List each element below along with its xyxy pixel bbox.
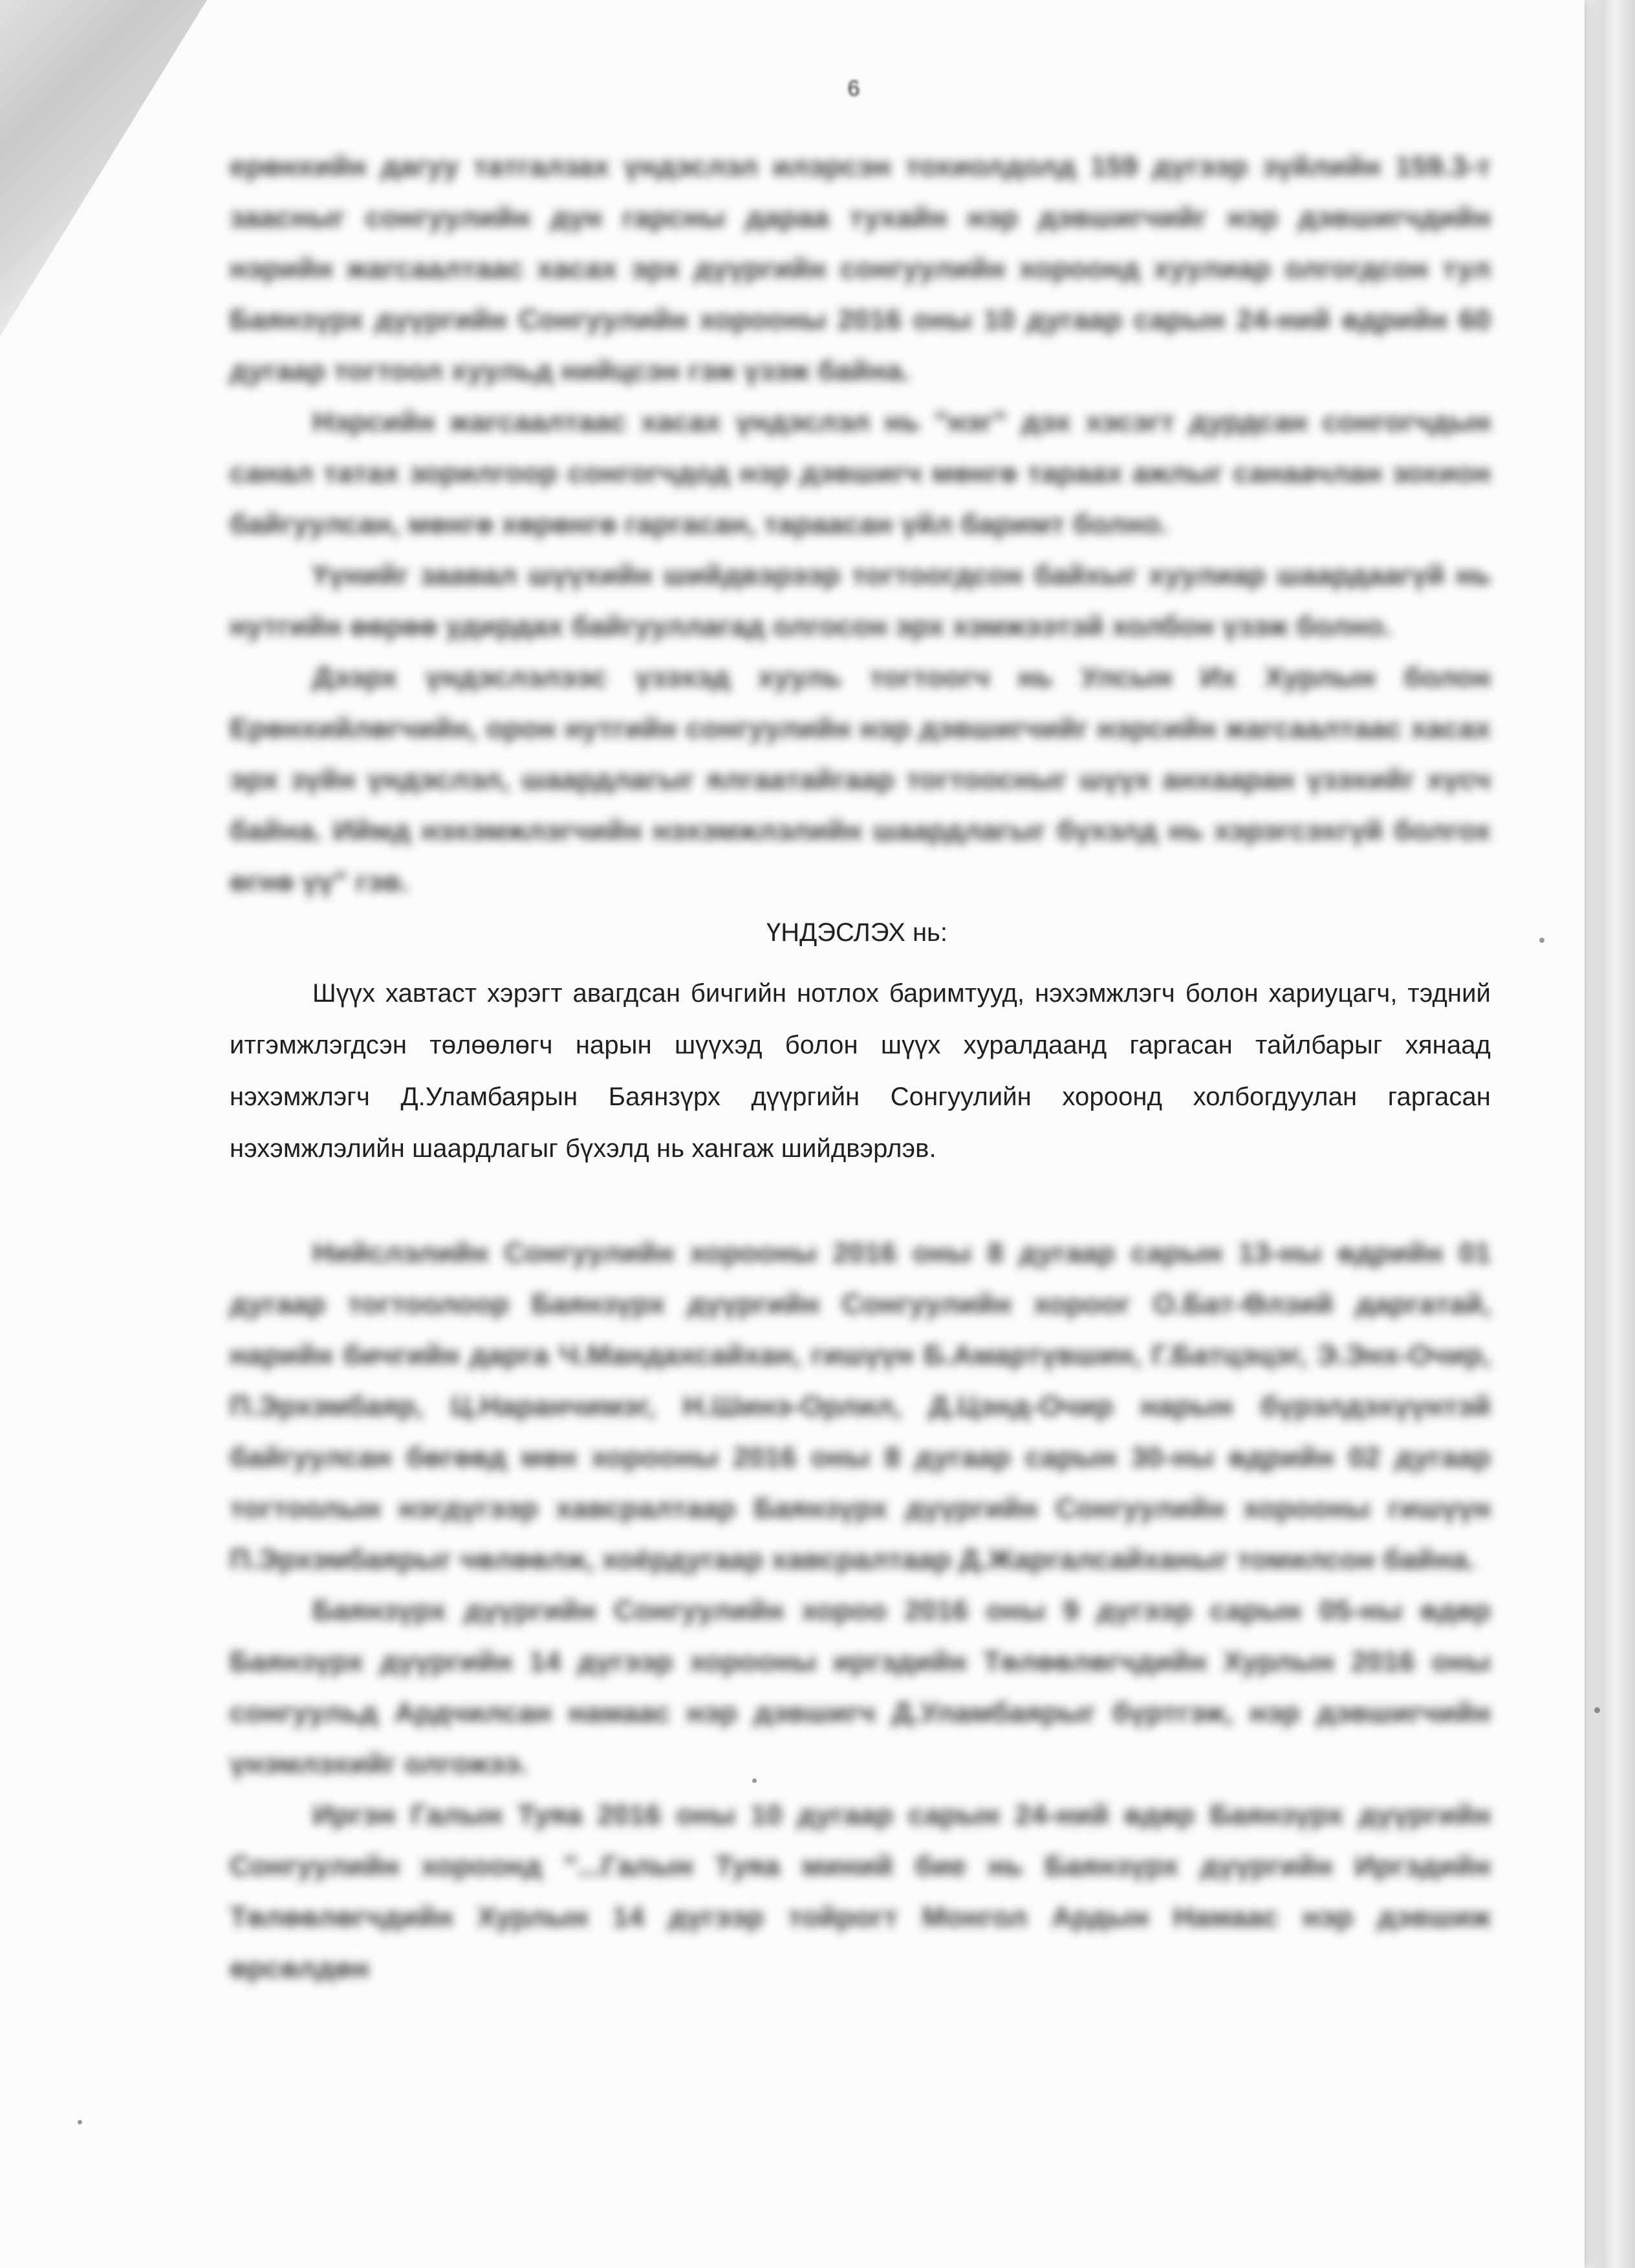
blurred-paragraph-6: Баянзүрх дүүргийн Сонгуулийн хороо 2016 оны 9 дүгээр сарын 05-ны өдөр Баянзүрх дүүргийн 14 дүгээр хорооны иргэдийн Төлөөлөгчдийн Хурлын 2016 оны сонгуульд Ардчилсан намаас нэр дэвшигч Д.Уламбаярыг бүртгэж, нэр дэвшигчийн үнэмлэхийг олгожээ. <box>230 1595 1491 1780</box>
blurred-paragraph-2: Нэрсийн жагсаалтаас хасах үндэслэл нь "нэг" дэх хэсэгт дурдсан сонгогчдын санал татах зорилгоор сонгогчдод нэр дэвшигч мөнгө тараах ажлыг санаачлан зохион байгуулсан, мөнгө хөрөнгө гаргасан, тараасан үйл баримт болно. <box>230 406 1491 540</box>
blurred-paragraph-4: Дээрх үндэслэлээс үзэхэд хууль тогтоогч нь Улсын Их Хурлын болон Ерөнхийлөгчийн, орон нутгийн сонгуулийн нэр дэвшигчийг нэрсийн жагсаалтаас хасах эрх зүйн үндэслэл, шаардлагыг ялгаатайгаар тогтоосныг шүүх анхааран үзэхийг хүсч байна. Иймд нэхэмжлэгчийн нэхэмжлэлийн шаардлагыг бүхэлд нь хэрэгсэхгүй болгох өгнө үү" гэв. <box>230 662 1491 898</box>
blurred-bottom-text-block <box>230 1227 1491 1994</box>
scan-speck <box>1594 1707 1600 1713</box>
scan-speck <box>1539 938 1544 943</box>
folded-page-corner <box>0 0 207 336</box>
clear-text-block <box>230 967 1491 1174</box>
blurred-top-text-block <box>230 141 1491 907</box>
scan-speck <box>752 1778 757 1783</box>
page-number: 6 <box>847 76 860 101</box>
scan-speck <box>78 2120 82 2124</box>
clear-paragraph: Шүүх хавтаст хэрэгт авагдсан бичгийн нотлох баримтууд, нэхэмжлэгч болон хариуцагч, тэдний итгэмжлэгдсэн төлөөлөгч нарын шүүхэд болон шүүх хуралдаанд гаргасан тайлбарыг хянаад нэхэмжлэгч Д.Уламбаярын Баянзүрх дүүргийн Сонгуулийн хороонд холбогдуулан гаргасан нэхэмжлэлийн шаардлагыг бүхэлд нь хангаж шийдвэрлэв. <box>230 979 1491 1163</box>
blurred-paragraph-1: ерөнхийн дагуу татгалзах үндэслэл илэрсэн тохиолдолд 159 дүгээр зүйлийн 159.3-т заасныг сонгуулийн дүн гарсны дараа тухайн нэр дэвшигчийг нэр дэвшигчдийн нэрийн жагсаалтаас хасах эрх дүүргийн сонгуулийн хороонд хуулиар олгогдсон тул Баянзүрх дүүргийн Сонгуулийн хорооны 2016 оны 10 дугаар сарын 24-ний өдрийн 60 дугаар тогтоол хуульд нийцсэн гэж үзэж байна. <box>230 151 1491 387</box>
blurred-paragraph-7: Иргэн Галын Туяа 2016 оны 10 дугаар сарын 24-ний өдөр Баянзүрх дүүргийн Сонгуулийн хороонд "...Галын Туяа миний бие нь Баянзүрх дүүргийн Иргэдийн Төлөөлөгчдийн Хурлын 14 дүгээр тойрогт Монгол Ардын Намаас нэр дэвшиж өрсөлдөн <box>230 1799 1491 1984</box>
blurred-paragraph-3: Үүнийг заавал шүүхийн шийдвэрээр тогтоогдсон байхыг хуулиар шаардаагүй нь нутгийн өөрөө удирдах байгууллагад олгосон эрх хэмжээтэй холбон үзэж болно. <box>230 559 1491 642</box>
blurred-paragraph-5: Нийслэлийн Сонгуулийн хорооны 2016 оны 8 дугаар сарын 13-ны өдрийн 01 дугаар тогтоолоор Баянзүрх дүүргийн Сонгуулийн хороог О.Бат-Өлзий даргатай, нарийн бичгийн дарга Ч.Мандахсайхан, гишүүн Б.Амартүвшин, Г.Батцэцэг, Э.Энх-Очир, П.Эрхэмбаяр, Ц.Наранчимэг, Н.Шинэ-Орлил, Д.Цэнд-Очир нарын бүрэлдэхүүнтэй байгуулсан бөгөөд мөн хорооны 2016 оны 8 дугаар сарын 30-ны өдрийн 02 дугаар тогтоолын нэгдүгээр хавсралтаар Баянзүрх дүүргийн Сонгуулийн хорооны гишүүн П.Эрхэмбаярыг чөлөөлж, хоёрдугаар хавсралтаар Д.Жаргалсайханыг томилсон байна. <box>230 1237 1491 1575</box>
section-heading: ҮНДЭСЛЭХ нь: <box>766 918 947 947</box>
